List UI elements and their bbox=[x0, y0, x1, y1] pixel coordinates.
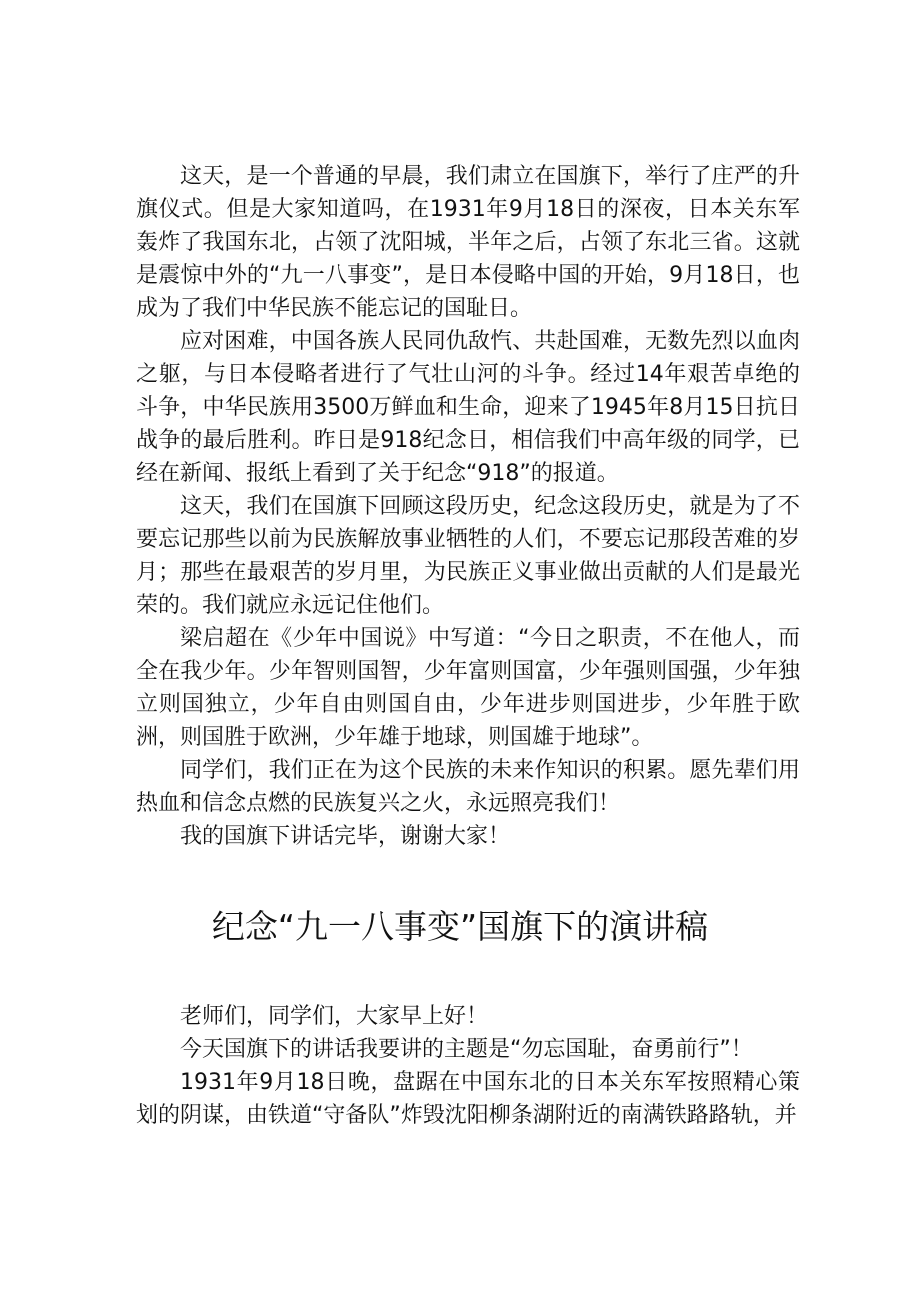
body-paragraph: 这天，我们在国旗下回顾这段历史，纪念这段历史，就是为了不要忘记那些以前为民族解放事业牺牲的人们，不要忘记那段苦难的岁月；那些在最艰苦的岁月里，为民族正义事业做出贡献的人们是最光荣的。我们就应永远记住他们。 bbox=[136, 494, 800, 618]
body-paragraph: 应对困难，中国各族人民同仇敌忾、共赴国难，无数先烈以血肉之躯，与日本侵略者进行了气壮山河的斗争。经过14年艰苦卓绝的斗争，中华民族用3500万鲜血和生命，迎来了1945年8月15日抗日战争的最后胜利。昨日是918纪念日，相信我们中高年级的同学，已经在新闻、报纸上看到了关于纪念“918”的报道。 bbox=[136, 329, 800, 486]
body-paragraph: 这天，是一个普通的早晨，我们肃立在国旗下，举行了庄严的升旗仪式。但是大家知道吗，在1931年9月18日的深夜，日本关东军轰炸了我国东北，占领了沈阳城，半年之后，占领了东北三省。这就是震惊中外的“九一八事变”，是日本侵略中国的开始，9月18日，也成为了我们中华民族不能忘记的国耻日。 bbox=[136, 164, 800, 321]
section-paragraph: 老师们，同学们，大家早上好！ bbox=[180, 1004, 489, 1029]
section-title: 纪念“九一八事变”国旗下的演讲稿 bbox=[211, 907, 709, 946]
section-paragraph: 今天国旗下的讲话我要讲的主题是“勿忘国耻，奋勇前行”！ bbox=[180, 1037, 753, 1062]
body-paragraph: 同学们，我们正在为这个民族的未来作知识的积累。愿先辈们用热血和信念点燃的民族复兴之火，永远照亮我们！ bbox=[136, 758, 800, 816]
body-paragraph: 梁启超在《少年中国说》中写道：“今日之职责，不在他人，而全在我少年。少年智则国智，少年富则国富，少年强则国强，少年独立则国独立，少年自由则国自由，少年进步则国进步，少年胜于欧洲，则国胜于欧洲，少年雄于地球，则国雄于地球”。 bbox=[136, 626, 800, 750]
body-paragraph: 我的国旗下讲话完毕，谢谢大家！ bbox=[180, 824, 511, 849]
section-paragraph: 1931年9月18日晚，盘踞在中国东北的日本关东军按照精心策划的阴谋，由铁道“守备队”炸毁沈阳柳条湖附近的南满铁路路轨，并 bbox=[136, 1070, 800, 1128]
